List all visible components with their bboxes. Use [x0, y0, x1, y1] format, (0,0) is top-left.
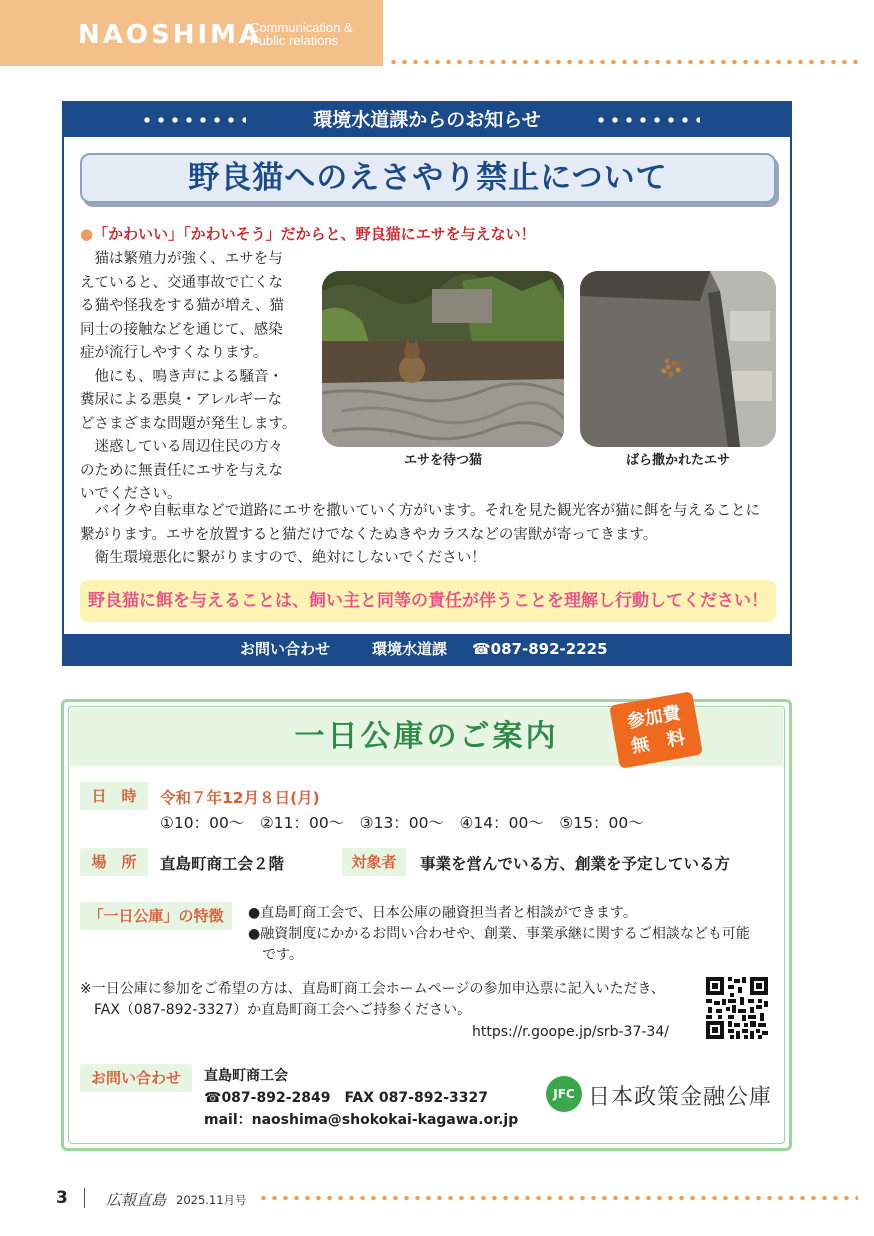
jfc-name: 日本政策金融公庫 — [588, 1085, 773, 1110]
finance-contact-org: 直島町商工会 — [204, 1068, 288, 1084]
magazine-name: 広報直島 — [106, 1191, 167, 1209]
body-line: 糞尿による悪臭・アレルギーな — [80, 392, 283, 408]
notice-contact-label: お問い合わせ — [240, 640, 331, 658]
footer-separator — [84, 1188, 85, 1208]
department-bar — [64, 103, 790, 137]
finance-contact-mail: mail：naoshima@shokokai-kagawa.or.jp — [204, 1112, 519, 1128]
feature-label: 「一日公庫」の特徴 — [80, 902, 232, 930]
notice-body-full — [80, 500, 780, 571]
finance-contact-label: お問い合わせ — [80, 1064, 192, 1092]
date-value: 令和７年12月８日(月) — [160, 789, 320, 807]
footer-dotted-rule — [258, 1194, 858, 1202]
header-dotted-rule — [388, 58, 858, 66]
body-line: どさまざまな問題が発生します。 — [80, 415, 297, 432]
notice-contact-dept: 環境水道課 — [372, 640, 448, 658]
photo-scattered-food — [580, 271, 776, 447]
brand-subtitle-line1: Communication & — [250, 20, 353, 35]
target-value: 事業を営んでいる方、創業を予定している方 — [420, 855, 731, 873]
notice-body-left — [80, 248, 302, 507]
notice-title-box — [80, 153, 776, 203]
notice-contact-bar — [64, 634, 790, 664]
body-line: 他にも、鳴き声による騒音・ — [80, 368, 283, 385]
target-label: 対象者 — [342, 848, 406, 876]
body-line: いでください。 — [80, 486, 182, 502]
feature-item: です。 — [248, 947, 303, 963]
feature-item: ●直島町商工会で、日本公庫の融資担当者と相談ができます。 — [248, 905, 637, 921]
place-label: 場 所 — [80, 848, 148, 876]
body-line: る猫や怪我をする猫が増え、猫 — [80, 298, 284, 314]
department-bar-title: 環境水道課からのお知らせ — [313, 109, 541, 131]
brand-name: NAOSHIMA — [78, 20, 263, 50]
date-label: 日 時 — [80, 782, 148, 810]
brand-subtitle-line2: Public relations — [250, 33, 339, 48]
feature-list — [248, 903, 778, 966]
photo1-caption: エサを待つ猫 — [403, 453, 482, 468]
body-line: 猫は繁殖力が強く、エサを与 — [80, 251, 283, 267]
body-line: 症が流行しやすくなります。 — [80, 345, 268, 361]
page-number: 3 — [56, 1188, 68, 1208]
notice-contact-phone: ☎087-892-2225 — [472, 640, 608, 658]
jfc-logo-icon: JFC — [546, 1076, 582, 1112]
issue-date: 2025.11月号 — [176, 1193, 247, 1207]
body-line: 同士の接触などを通じて、感染 — [80, 321, 283, 338]
body-line: 迷惑している周辺住民の方々 — [80, 439, 283, 455]
badge-line1: 参加費 — [625, 702, 683, 733]
stray-cat-notice — [62, 101, 792, 666]
photo-waiting-cat — [322, 271, 564, 447]
photo2-caption: ばら撒かれたエサ — [625, 453, 730, 468]
one-day-finance-box — [61, 699, 792, 1151]
lead-bullet-icon: ● — [80, 225, 94, 243]
bar-dots-right — [594, 116, 700, 124]
note-line: ※一日公庫に参加をご希望の方は、直島町商工会ホームページの参加申込票に記入いただき、 — [80, 981, 665, 997]
body-line: バイクや自転車などで道路にエサを撒いていく方がいます。それを見た観光客が猫に餌を与えることに — [80, 503, 761, 519]
body-line: えていると、交通事故で亡くな — [80, 274, 283, 291]
badge-line2: 無 料 — [629, 727, 687, 758]
qr-code-icon[interactable] — [706, 977, 768, 1039]
body-line: のために無責任にエサを与えな — [80, 462, 283, 479]
time-slots: ①10：00～ ②11：00～ ③13：00～ ④14：00～ ⑤15：00～ — [160, 814, 644, 832]
body-line: 繋がります。エサを放置すると猫だけでなくたぬきやカラスなどの害獣が寄ってきます。 — [80, 526, 658, 543]
finance-title: 一日公庫のご案内 — [294, 719, 559, 754]
notice-lead-text: 「かわいい」「かわいそう」だからと、野良猫にエサを与えない！ — [93, 225, 536, 243]
notice-title: 野良猫へのえさやり禁止について — [188, 160, 668, 196]
warning-box — [80, 580, 776, 622]
note-line: FAX（087-892-3327）か直島町商工会へご持参ください。 — [80, 1002, 472, 1018]
application-note — [80, 979, 700, 1021]
body-line: 衛生環境悪化に繋がりますので、絶対にしないでください！ — [80, 550, 486, 566]
finance-contact-tel-fax: ☎087-892-2849 FAX 087-892-3327 — [204, 1090, 488, 1106]
brand-subtitle — [250, 21, 353, 47]
warning-text: 野良猫に餌を与えることは、飼い主と同等の責任が伴うことを理解し行動してください！ — [88, 591, 768, 611]
place-value: 直島町商工会２階 — [160, 855, 285, 873]
feature-item: ●融資制度にかかるお問い合わせや、創業、事業承継に関するご相談なども可能 — [248, 926, 750, 942]
notice-lead — [80, 223, 536, 244]
application-url[interactable]: https://r.goope.jp/srb-37-34/ — [472, 1024, 669, 1040]
